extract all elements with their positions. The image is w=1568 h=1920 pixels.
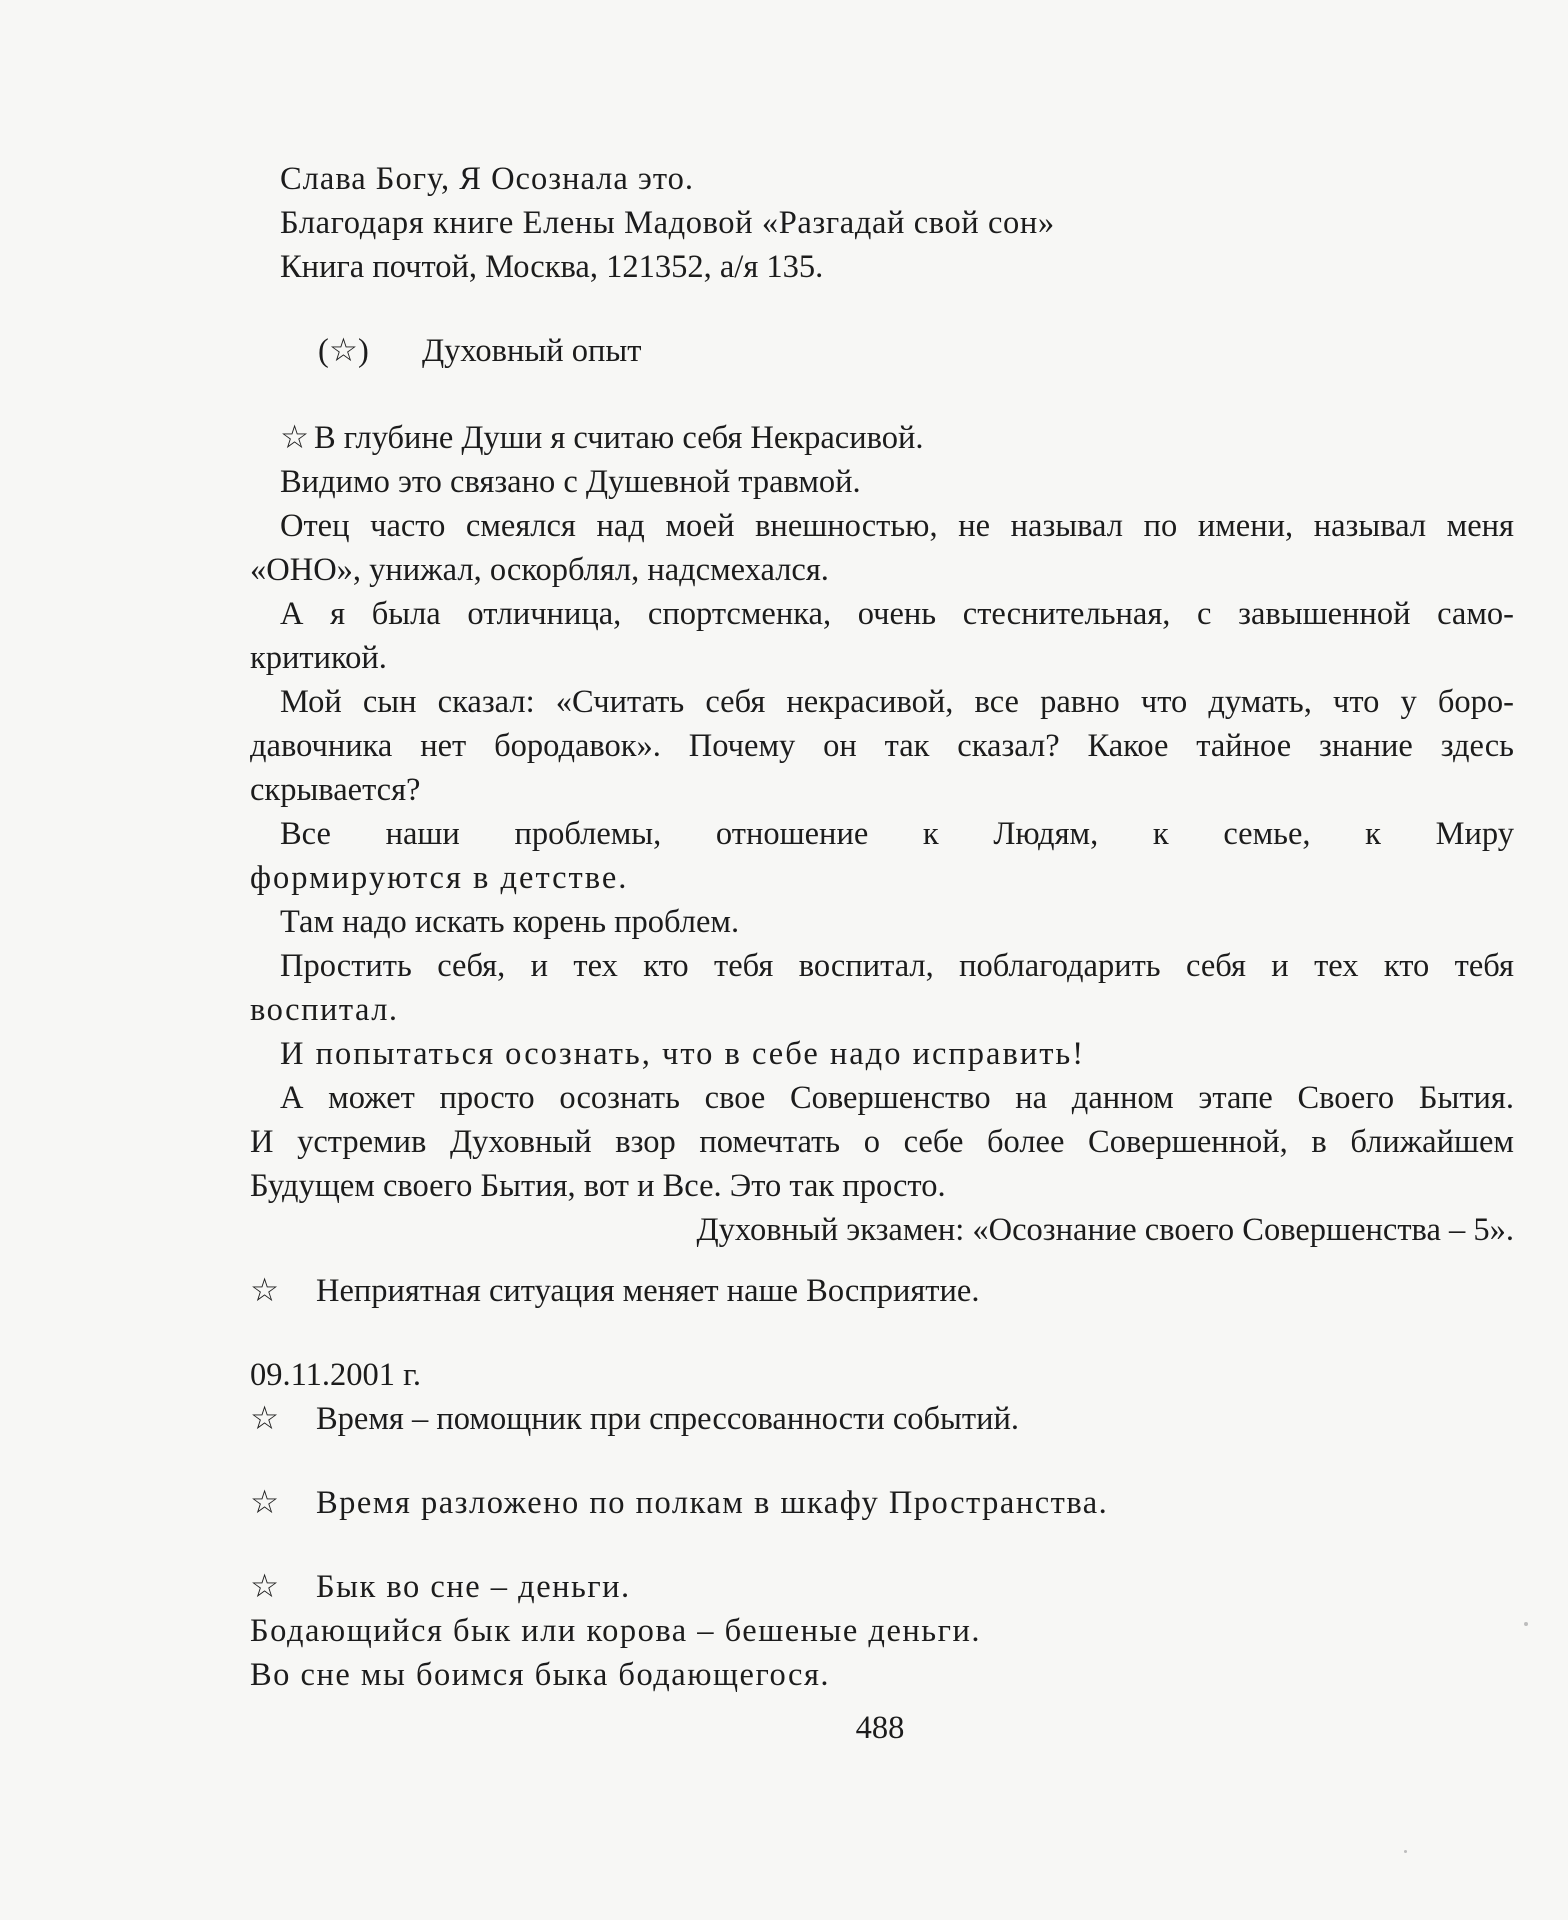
page-number: 488 <box>855 1710 905 1746</box>
intro-line-1: Слава Богу, Я Осознала это. <box>280 161 695 197</box>
note-1: ☆ Неприятная ситуация меняет наше Восприятие. <box>250 1270 979 1312</box>
paragraph-line-4: «ОНО», унижал, оскорблял, надсмехался. <box>250 552 829 588</box>
paragraph-line-9: скрывается? <box>250 772 421 808</box>
section-marker: (☆) <box>318 333 369 369</box>
paragraph-line-14: воспитал. <box>250 992 399 1028</box>
paragraph-line-16: А может просто осознать свое Совершенство на данном этапе Своего Бытия. <box>280 1080 1514 1116</box>
intro-line-3: Книга почтой, Москва, 121352, а/я 135. <box>280 249 824 285</box>
paragraph-line-1: ☆ В глубине Души я считаю себя Некрасивой. <box>280 417 924 459</box>
paragraph-line-7: Мой сын сказал: «Считать себя некрасивой, все равно что думать, что у боро- <box>280 684 1514 720</box>
paragraph-line-2: Видимо это связано с Душевной травмой. <box>280 464 861 500</box>
paragraph-line-11: формируются в детстве. <box>250 860 629 896</box>
paragraph-line-17: И устремив Духовный взор помечтать о себе более Совершенной, в ближайшем <box>250 1124 1514 1160</box>
star-bullet-icon: ☆ <box>250 1401 280 1437</box>
scan-speck <box>1404 1850 1407 1853</box>
paragraph-line-15: И попытаться осознать, что в себе надо исправить! <box>280 1036 1086 1072</box>
paragraph-line-3: Отец часто смеялся над моей внешностью, не называл по имени, называл меня <box>280 508 1514 544</box>
note-2: ☆ Время – помощник при спрессованности событий. <box>250 1398 1019 1440</box>
note-4: ☆ Бык во сне – деньги. <box>250 1566 631 1608</box>
paragraph-line-8: давочника нет бородавок». Почему он так сказал? Какое тайное знание здесь <box>250 728 1514 764</box>
star-bullet-icon: ☆ <box>250 1273 280 1309</box>
tail-line-2: Во сне мы боимся быка бодающегося. <box>250 1657 831 1693</box>
exam-line: Духовный экзамен: «Осознание своего Совершенства – 5». <box>696 1212 1514 1248</box>
paragraph-line-18: Будущем своего Бытия, вот и Все. Это так просто. <box>250 1168 946 1204</box>
paragraph-line-13: Простить себя, и тех кто тебя воспитал, поблагодарить себя и тех кто тебя <box>280 948 1514 984</box>
paragraph-line-12: Там надо искать корень проблем. <box>280 904 740 940</box>
paragraph-line-10: Все наши проблемы, отношение к Людям, к семье, к Миру <box>280 816 1514 852</box>
scan-speck <box>1524 1622 1528 1626</box>
note-3: ☆ Время разложено по полкам в шкафу Пространства. <box>250 1482 1108 1524</box>
intro-line-2: Благодаря книге Елены Мадовой «Разгадай свой сон» <box>280 205 1055 241</box>
tail-line-1: Бодающийся бык или корова – бешеные деньги. <box>250 1613 981 1649</box>
paragraph-line-5: А я была отличница, спортсменка, очень стеснительная, с завышенной само- <box>280 596 1514 632</box>
star-bullet-icon: ☆ <box>280 420 310 456</box>
star-bullet-icon: ☆ <box>250 1485 281 1521</box>
section-header <box>318 330 641 372</box>
star-bullet-icon: ☆ <box>250 1569 281 1605</box>
section-title: Духовный опыт <box>422 333 642 369</box>
date-line: 09.11.2001 г. <box>250 1357 421 1393</box>
paragraph-line-6: критикой. <box>250 640 387 676</box>
